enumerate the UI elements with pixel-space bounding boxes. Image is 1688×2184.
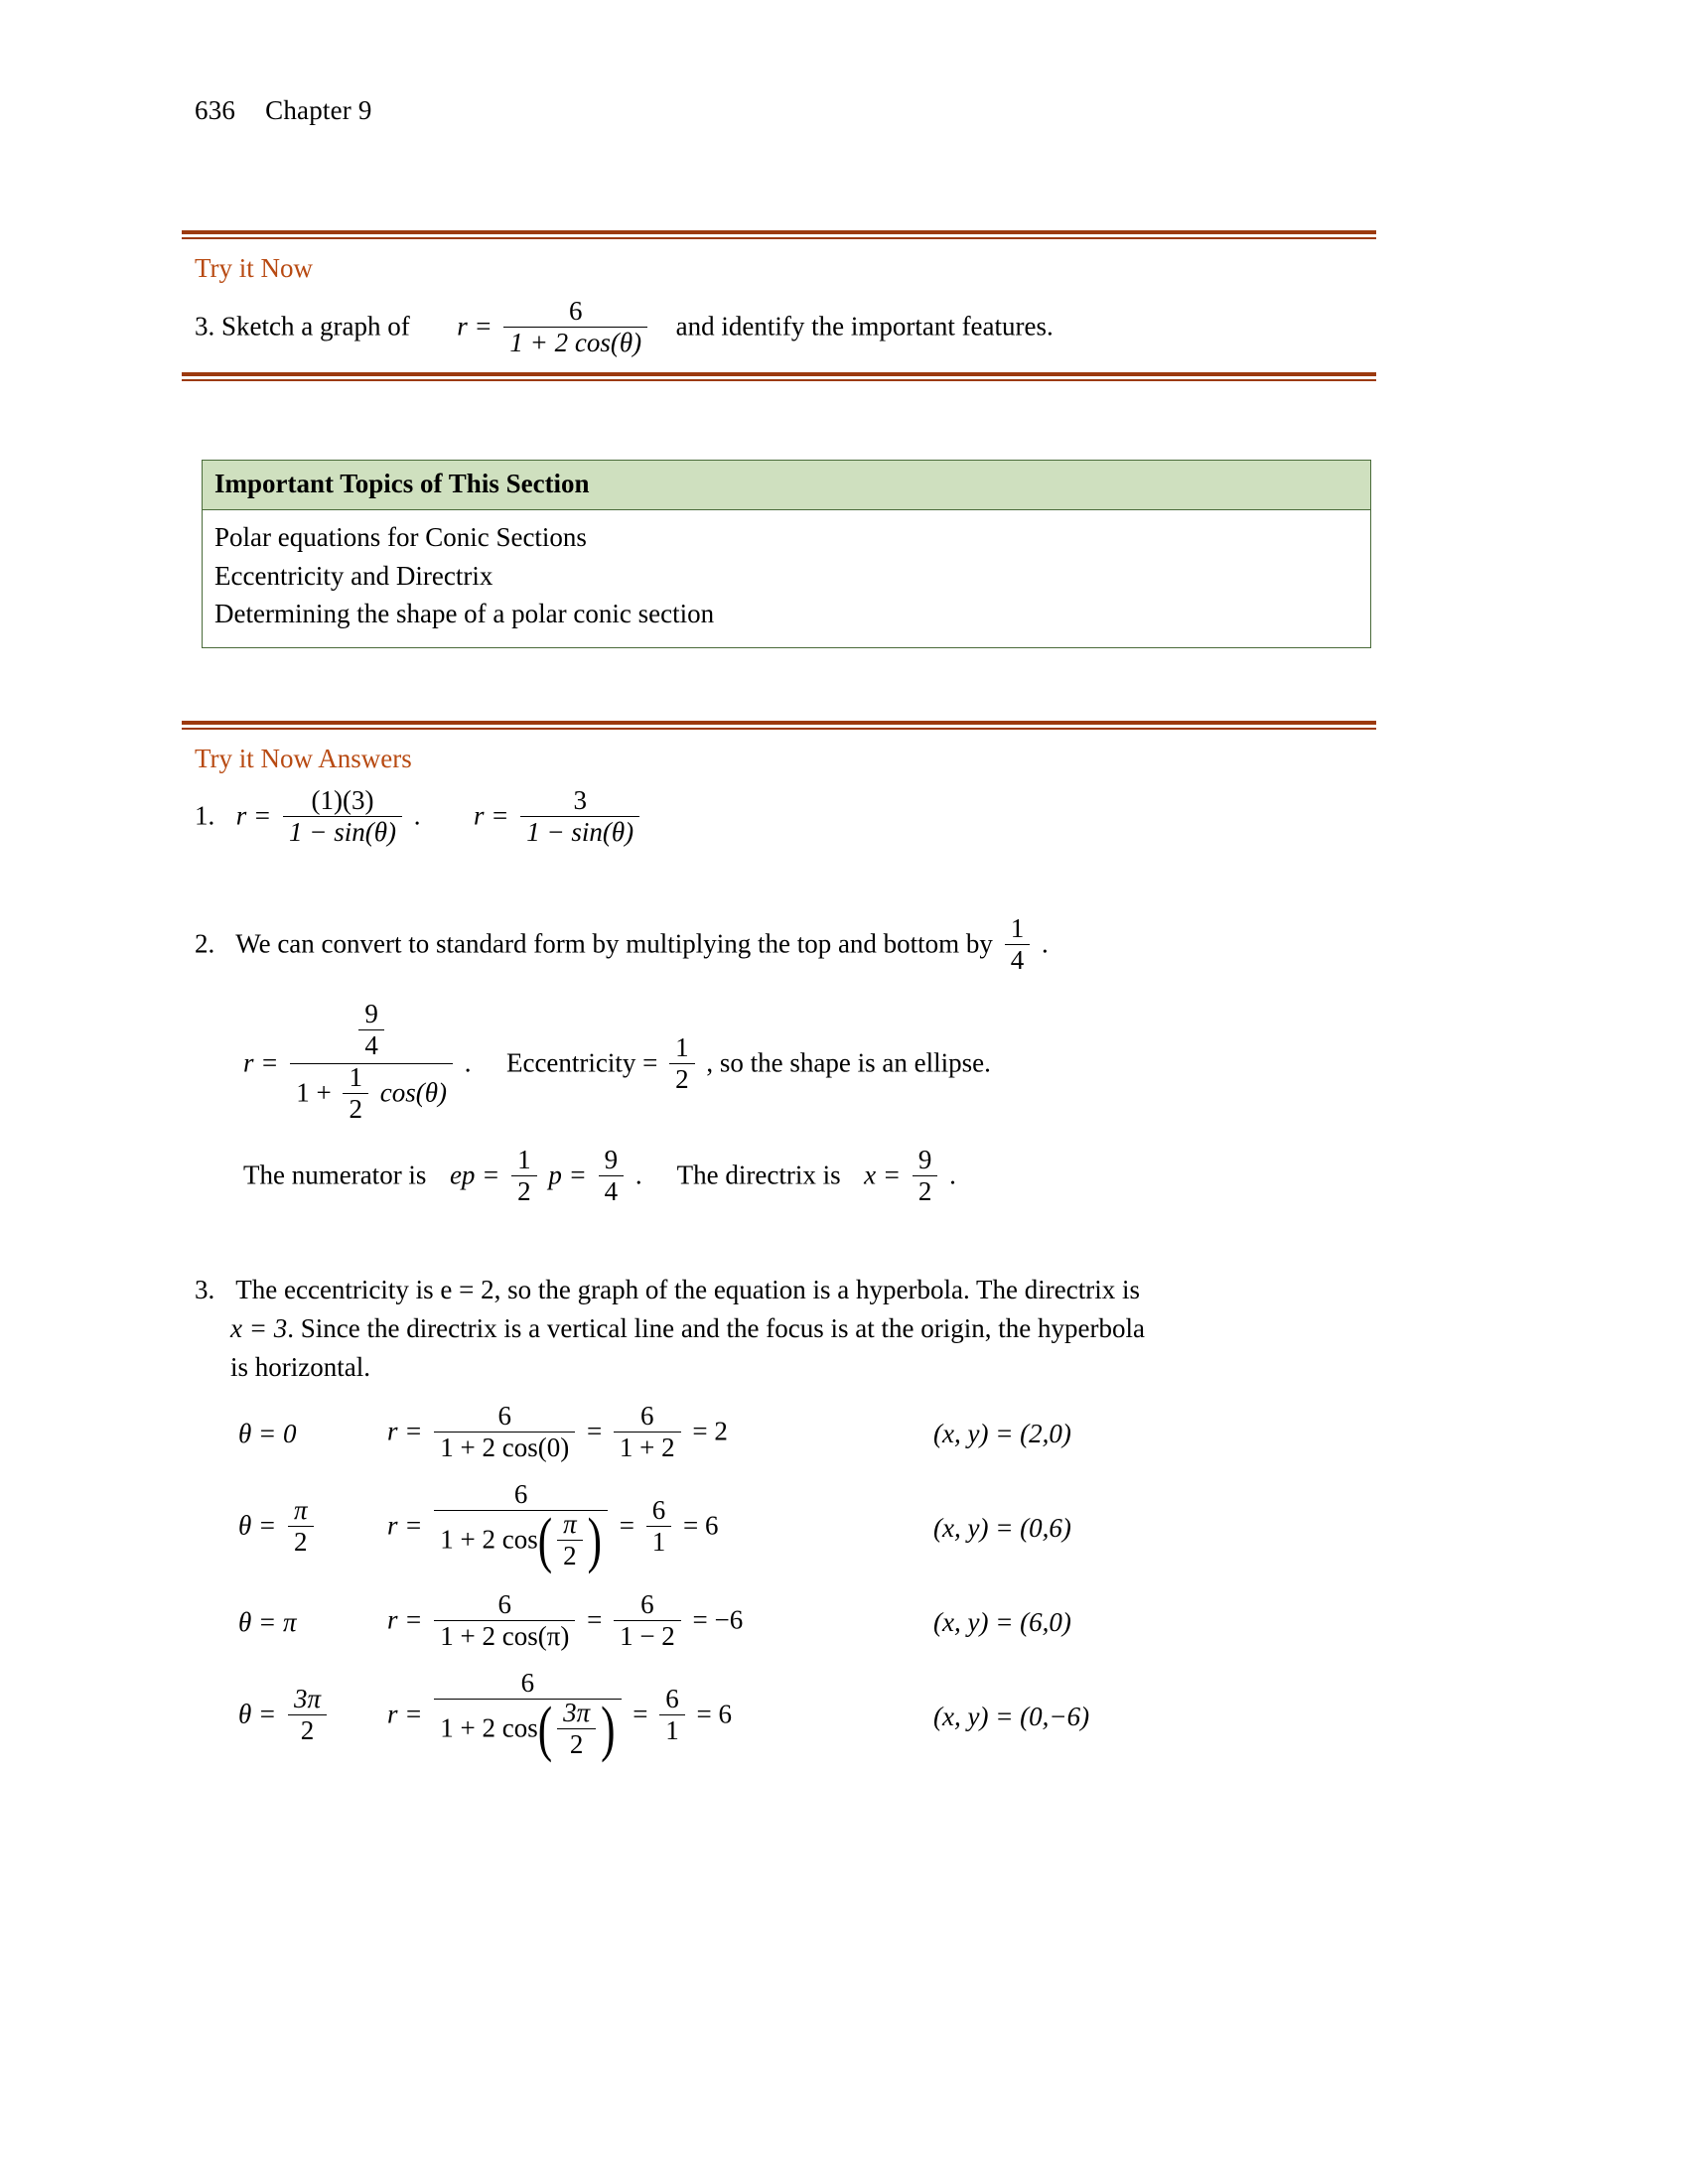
row-equals-1: = xyxy=(633,1699,648,1729)
row-fraction xyxy=(434,1589,575,1652)
row-fraction-2 xyxy=(614,1589,681,1652)
divider-rule-top xyxy=(182,230,1376,239)
answer-1-eq1-fraction xyxy=(283,785,402,848)
table-row xyxy=(238,1473,1089,1583)
answer-2-eq-lhs: r = xyxy=(243,1047,279,1078)
list-item: Determining the shape of a polar conic section xyxy=(214,599,715,629)
row-den-frac-den: 2 xyxy=(557,1540,583,1571)
answer-3-line-1-text: The eccentricity is e = 2, so the graph of the equation is a hyperbola. The directrix is xyxy=(235,1275,1140,1304)
row-expression xyxy=(387,1662,804,1772)
answer-2-intro-tail: . xyxy=(1041,928,1049,959)
answer-2-ecc-tail: , so the shape is an ellipse. xyxy=(706,1047,991,1078)
row-theta-num: π xyxy=(293,1495,308,1525)
row-fraction-2 xyxy=(646,1495,672,1558)
row-num-2: 6 xyxy=(665,1684,679,1713)
try-it-now-problem xyxy=(195,298,1054,360)
row-fraction-2 xyxy=(614,1401,681,1463)
row-theta-label: θ = xyxy=(238,1510,277,1541)
row-num-2: 6 xyxy=(651,1495,666,1525)
row-coordinate: (x, y) = (6,0) xyxy=(933,1607,1071,1637)
row-den-frac-num: 3π xyxy=(563,1698,591,1727)
row-den xyxy=(434,1696,621,1764)
row-expression xyxy=(387,1395,804,1473)
answer-1-eq1-tail: . xyxy=(413,800,421,831)
answer-2-directrix-tail: . xyxy=(949,1160,956,1190)
answer-2-ep-period: . xyxy=(634,1160,642,1190)
row-result: = 6 xyxy=(683,1510,719,1541)
answer-2-ep-frac-num: 1 xyxy=(517,1145,531,1174)
row-num: 6 xyxy=(513,1479,528,1509)
row-num-2: 6 xyxy=(640,1401,654,1431)
row-num: 6 xyxy=(497,1589,512,1619)
row-den-prefix: 1 + 2 cos xyxy=(440,1712,538,1743)
row-r-lhs: r = xyxy=(387,1699,423,1729)
answer-1-eq2-denominator: 1 − sin(θ) xyxy=(520,816,639,848)
row-num: 6 xyxy=(497,1401,511,1431)
answer-2-ecc-num: 1 xyxy=(675,1032,689,1062)
answer-2-directrix-x: x = xyxy=(864,1160,902,1190)
answer-1 xyxy=(195,787,644,850)
answer-1-eq1-numerator: (1)(3) xyxy=(311,785,374,815)
row-equals-1: = xyxy=(619,1510,634,1541)
row-coordinate: (x, y) = (0,6) xyxy=(933,1513,1071,1543)
row-theta xyxy=(238,1473,387,1583)
answer-1-eq2-numerator: 3 xyxy=(573,785,587,815)
row-r-lhs: r = xyxy=(387,1416,423,1446)
answer-1-eq2-lhs: r = xyxy=(473,800,509,831)
row-result: = 6 xyxy=(696,1699,732,1729)
row-den: 1 + 2 cos(π) xyxy=(434,1620,575,1652)
row-coordinate: (x, y) = (0,−6) xyxy=(933,1702,1090,1731)
answer-2-den-fraction xyxy=(343,1062,368,1125)
row-den-prefix: 1 + 2 cos xyxy=(440,1524,538,1555)
equation-denominator: 1 + 2 cos(θ) xyxy=(503,327,647,358)
row-theta xyxy=(238,1662,387,1772)
answer-1-eq1-lhs: r = xyxy=(235,800,272,831)
answer-2-intro xyxy=(195,915,1049,978)
answer-2-ep-label: ep = xyxy=(449,1160,500,1190)
row-theta: θ = π xyxy=(238,1607,297,1637)
row-den-frac-den: 2 xyxy=(557,1728,596,1760)
answer-2-numerator-line xyxy=(243,1147,956,1209)
row-den-frac-num: π xyxy=(563,1509,577,1539)
answer-2-numerator-fraction xyxy=(358,999,384,1061)
row-theta: θ = 0 xyxy=(238,1419,297,1448)
answer-3-line-3: is horizontal. xyxy=(230,1352,370,1383)
important-topics-list xyxy=(203,510,1370,647)
answer-2-den-frac-num: 1 xyxy=(349,1062,362,1092)
right-paren-icon: ) xyxy=(587,1507,603,1575)
answer-3-line-2 xyxy=(195,1309,1376,1348)
table-row xyxy=(238,1395,1089,1473)
row-theta-num: 3π xyxy=(293,1684,322,1713)
answer-3-paragraph xyxy=(195,1271,1376,1387)
row-theta-fraction xyxy=(288,1495,314,1558)
answer-2-intro-fraction xyxy=(1005,913,1031,976)
answer-2-ecc-fraction xyxy=(669,1032,695,1095)
problem-text-before: Sketch a graph of xyxy=(221,311,410,341)
answer-3-calculation-table xyxy=(238,1395,1089,1772)
chapter-label: Chapter 9 xyxy=(265,95,372,125)
table-row xyxy=(238,1662,1089,1772)
try-it-now-answers-heading: Try it Now Answers xyxy=(195,744,412,773)
important-topics-box xyxy=(202,460,1371,648)
list-item: Polar equations for Conic Sections xyxy=(214,522,587,552)
row-expression xyxy=(387,1473,804,1583)
page-header xyxy=(195,95,372,126)
equation-fraction xyxy=(503,296,647,358)
important-topics-heading: Important Topics of This Section xyxy=(203,461,1370,510)
row-fraction-2 xyxy=(659,1684,685,1746)
answer-2-main-numerator xyxy=(290,1001,453,1063)
answer-3-directrix-value: x = 3 xyxy=(230,1313,288,1344)
answer-2-directrix-den: 2 xyxy=(913,1175,938,1207)
row-num: 6 xyxy=(520,1668,535,1698)
answer-2-den-suffix: cos(θ) xyxy=(379,1077,447,1108)
answer-2-ep-value-den: 4 xyxy=(599,1175,625,1207)
answer-2-directrix-text: The directrix is xyxy=(676,1160,841,1190)
answer-2-ep-frac-den: 2 xyxy=(511,1175,537,1207)
row-fraction xyxy=(434,1479,608,1573)
answer-1-eq1-denominator: 1 − sin(θ) xyxy=(283,816,402,848)
answer-2-den-prefix: 1 + xyxy=(296,1077,332,1108)
row-fraction xyxy=(434,1401,575,1463)
row-den-inner-fraction xyxy=(557,1698,596,1760)
row-den: 1 + 2 cos(0) xyxy=(434,1432,575,1463)
row-fraction xyxy=(434,1668,621,1762)
answer-2-main-denominator xyxy=(290,1063,453,1127)
answer-3-line-1 xyxy=(195,1271,1376,1309)
row-num-2: 6 xyxy=(640,1589,654,1619)
row-theta-den: 2 xyxy=(288,1526,314,1558)
answer-2-number: 2. xyxy=(195,928,215,959)
answer-2-ecc-text: Eccentricity = xyxy=(505,1047,658,1078)
answer-2-ep-fraction xyxy=(511,1145,537,1207)
answer-2-eq-tail: . xyxy=(464,1047,472,1078)
row-expression xyxy=(387,1583,804,1662)
left-paren-icon: ( xyxy=(537,1696,553,1764)
answer-2-num-top: 9 xyxy=(364,999,378,1028)
answer-3-line-2-text: . Since the directrix is a vertical line and the focus is at the origin, the hyperbola xyxy=(287,1313,1145,1344)
row-den-2: 1 xyxy=(646,1526,672,1558)
answer-2-intro-frac-den: 4 xyxy=(1005,944,1031,976)
divider-rule-answers xyxy=(182,721,1376,730)
row-den xyxy=(434,1507,608,1575)
row-r-lhs: r = xyxy=(387,1510,423,1541)
left-paren-icon: ( xyxy=(537,1507,553,1575)
try-it-now-heading: Try it Now xyxy=(195,253,314,283)
answer-2-directrix-num: 9 xyxy=(917,1145,932,1174)
answer-2-den-frac-den: 2 xyxy=(343,1093,368,1125)
row-result: = 2 xyxy=(692,1416,728,1446)
answer-1-eq2-fraction xyxy=(520,785,639,848)
row-theta-label: θ = xyxy=(238,1699,277,1729)
answer-3-number: 3. xyxy=(195,1275,215,1304)
problem-number: 3. xyxy=(195,311,215,341)
row-r-lhs: r = xyxy=(387,1604,423,1635)
row-den-2: 1 xyxy=(659,1714,685,1746)
answer-2-directrix-fraction xyxy=(913,1145,938,1207)
row-result: = −6 xyxy=(692,1604,744,1635)
list-item: Eccentricity and Directrix xyxy=(214,560,493,591)
divider-rule-bottom xyxy=(182,372,1376,381)
equation-numerator: 6 xyxy=(569,296,583,326)
answer-2-num-bottom: 4 xyxy=(358,1029,384,1061)
answer-2-ep-value-num: 9 xyxy=(604,1145,619,1174)
right-paren-icon: ) xyxy=(601,1696,616,1764)
answer-2-ecc-den: 2 xyxy=(669,1063,695,1095)
answer-2-numerator-text: The numerator is xyxy=(243,1160,427,1190)
row-equals-1: = xyxy=(586,1416,603,1446)
answer-2-ep-p: p = xyxy=(548,1160,587,1190)
answer-2-ep-value-fraction xyxy=(599,1145,625,1207)
row-den-2: 1 + 2 xyxy=(614,1432,681,1463)
row-den-inner-fraction xyxy=(557,1509,583,1571)
table-row xyxy=(238,1583,1089,1662)
row-theta-den: 2 xyxy=(288,1714,327,1746)
row-den-2: 1 − 2 xyxy=(614,1620,681,1652)
answer-1-number: 1. xyxy=(195,800,215,831)
row-equals-1: = xyxy=(587,1604,603,1635)
answer-2-equation xyxy=(243,999,991,1129)
row-theta-fraction xyxy=(288,1684,327,1746)
answer-2-intro-text: We can convert to standard form by multiplying the top and bottom by xyxy=(235,928,993,959)
row-coordinate: (x, y) = (2,0) xyxy=(933,1419,1071,1448)
equation-lhs: r = xyxy=(457,311,492,341)
answer-2-main-fraction xyxy=(290,1001,453,1127)
problem-text-after: and identify the important features. xyxy=(675,311,1054,341)
page-number: 636 xyxy=(195,95,236,125)
answer-2-intro-frac-num: 1 xyxy=(1010,913,1025,943)
